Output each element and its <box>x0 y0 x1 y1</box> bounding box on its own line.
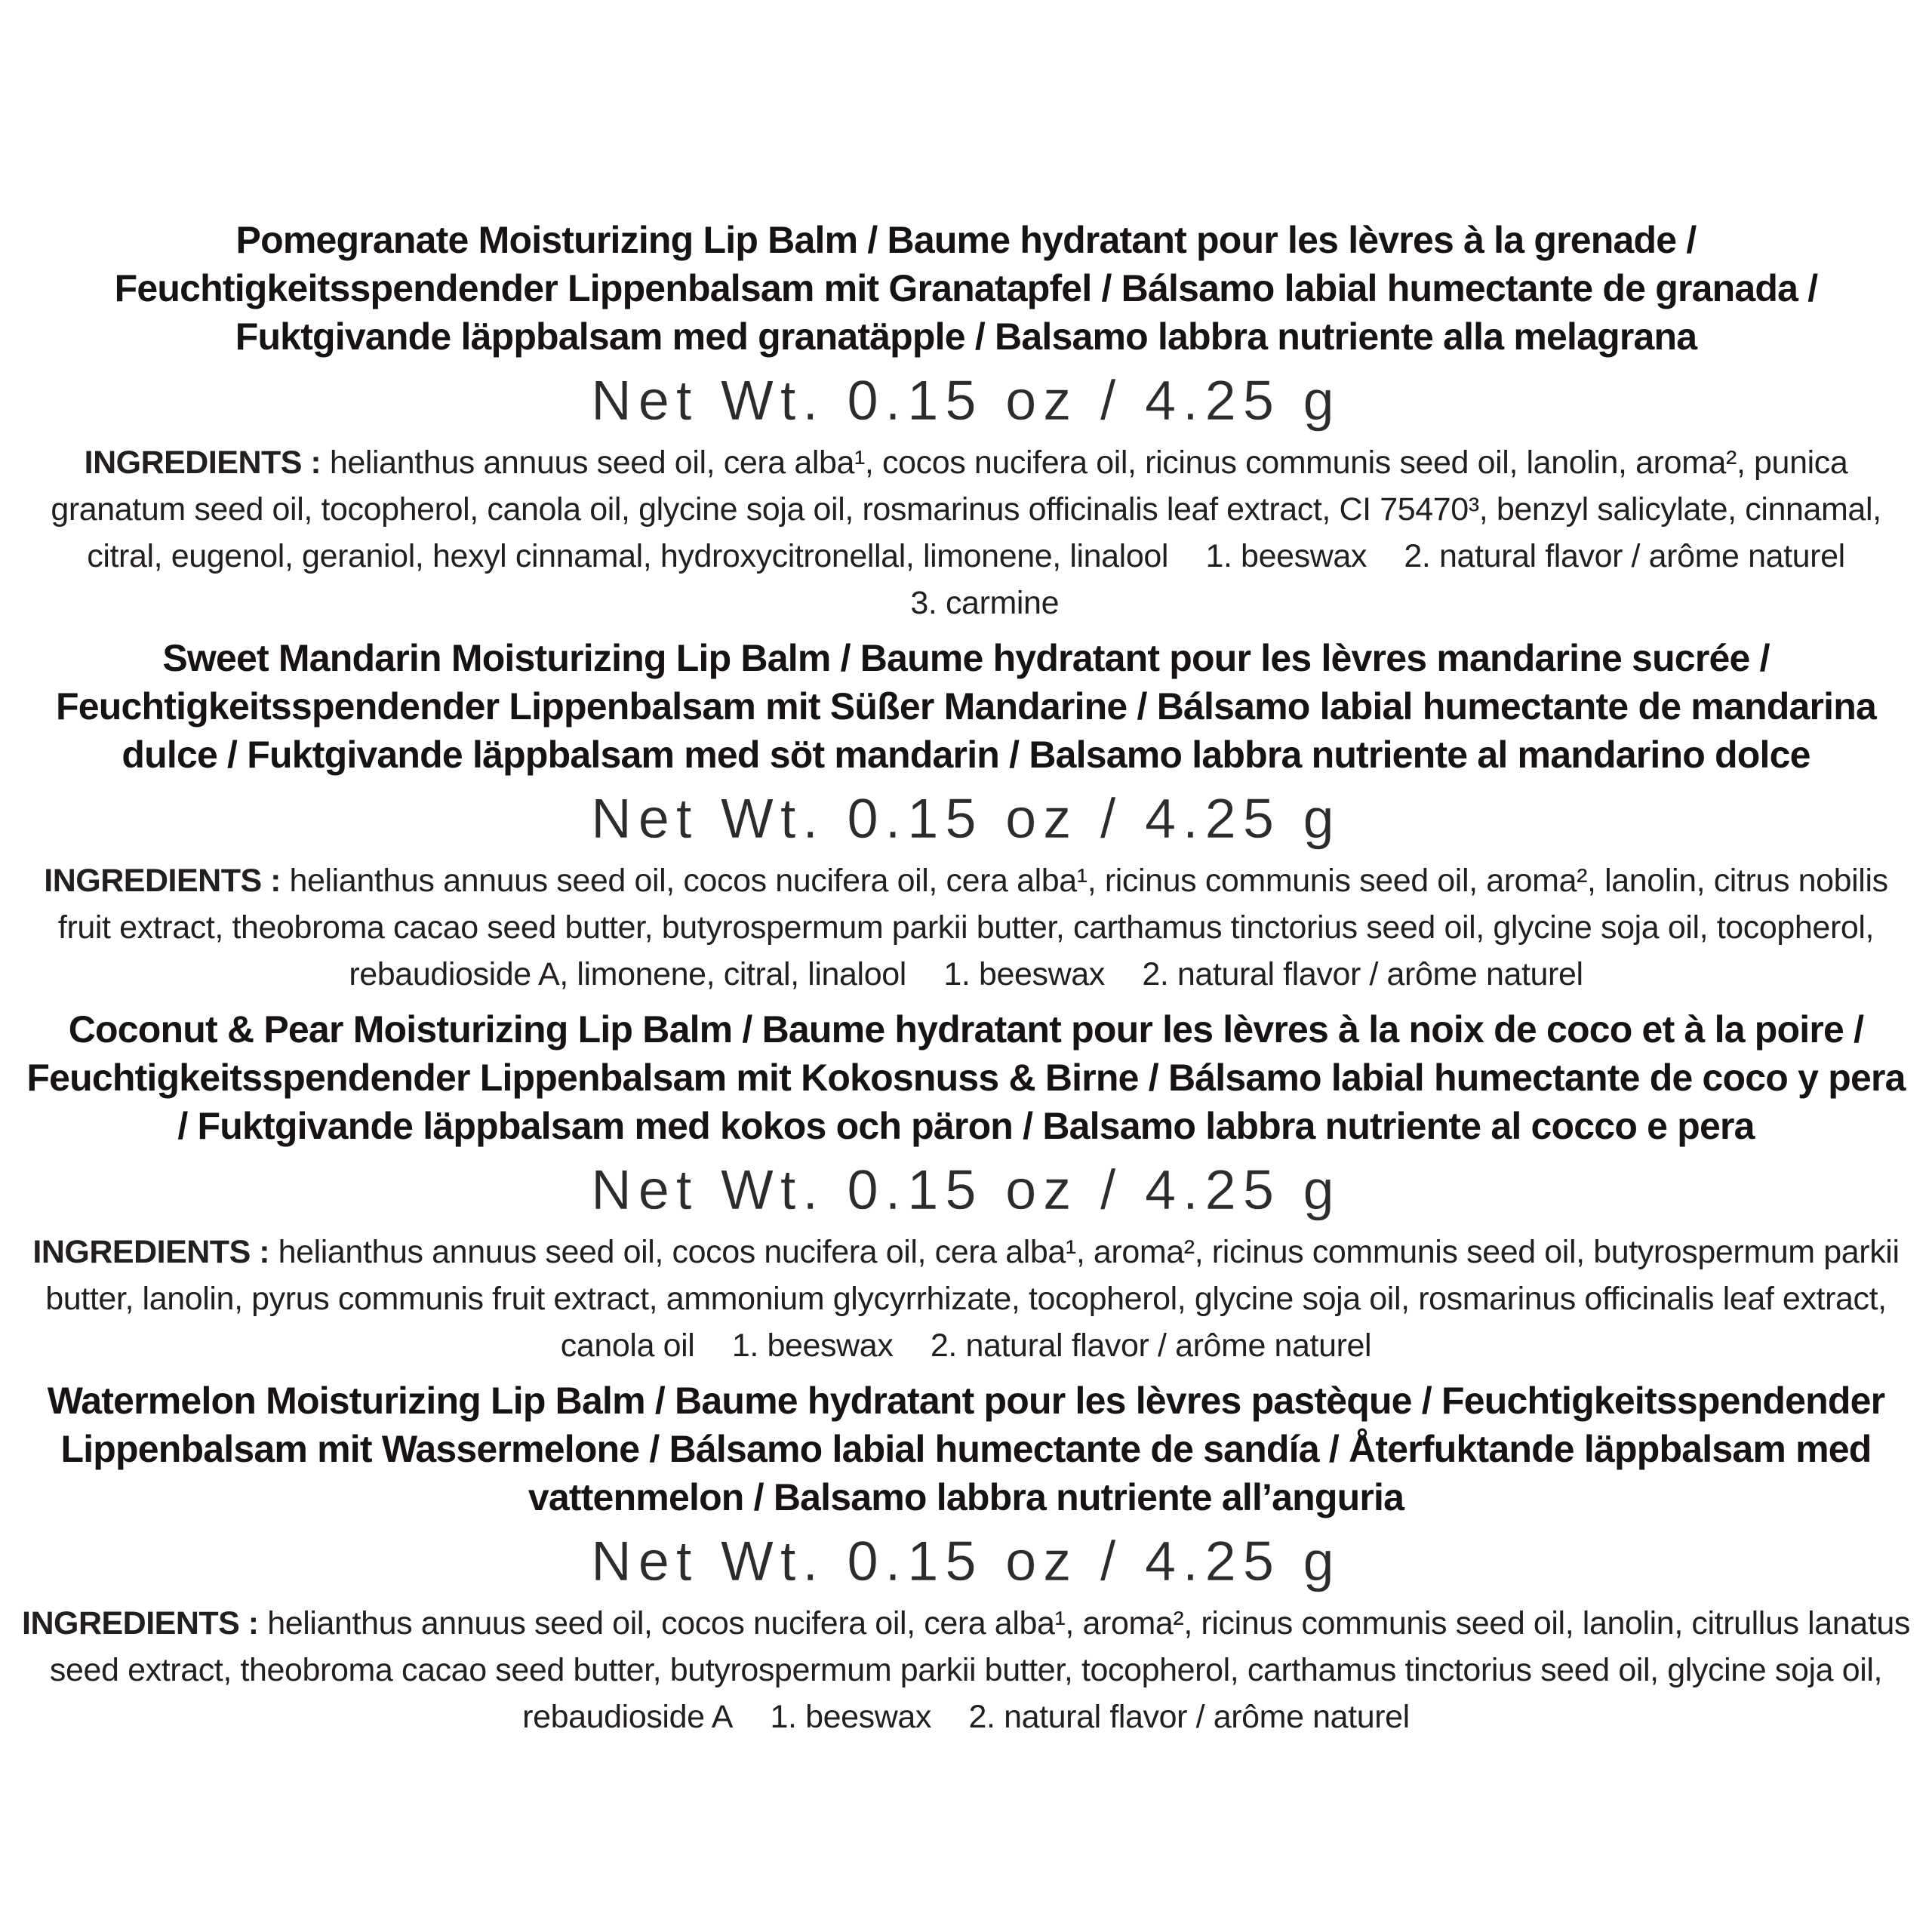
product-title-watermelon: Watermelon Moisturizing Lip Balm / Baume hydratant pour les lèvres pastèque / Feuchtigkeitsspendender Lippenbalsam mit Wassermelone / Bálsamo labial humectante de sandía / Återfuktande läppbalsam med vattenmelon / Balsamo labbra nutriente all’anguria <box>47 1380 1885 1518</box>
ingredients-text: helianthus annuus seed oil, cocos nucifera oil, cera alba¹, ricinus communis seed oil, aroma², lanolin, citrus nobilis fruit extract, theobroma cacao seed butter, butyrospermum parkii butter, carthamus tinctorius seed oil, glycine soja oil, tocopherol, rebaudioside A, limonene, citral, linalool <box>57 863 1888 992</box>
net-weight-sweet-mandarin: Net Wt. 0.15 oz / 4.25 g <box>591 787 1341 850</box>
ingredients-label: INGREDIENTS : <box>44 863 281 899</box>
footnote-natural-flavor: 2. natural flavor / arôme naturel <box>930 1327 1372 1364</box>
ingredients-label: INGREDIENTS : <box>22 1605 259 1641</box>
ingredients-pomegranate <box>20 439 1912 626</box>
net-weight-pomegranate: Net Wt. 0.15 oz / 4.25 g <box>591 369 1341 432</box>
footnote-beeswax: 1. beeswax <box>1205 538 1367 574</box>
footnote-natural-flavor: 2. natural flavor / arôme naturel <box>968 1699 1410 1735</box>
ingredients-watermelon <box>20 1600 1912 1740</box>
ingredients-text: helianthus annuus seed oil, cocos nucifera oil, cera alba¹, aroma², ricinus communis seed oil, butyrospermum parkii butter, lanolin, pyrus communis fruit extract, ammonium glycyrrhizate, tocopherol, glycine soja oil, rosmarinus officinalis leaf extract, canola oil <box>45 1234 1900 1364</box>
footnote-natural-flavor: 2. natural flavor / arôme naturel <box>1404 538 1845 574</box>
footnote-natural-flavor: 2. natural flavor / arôme naturel <box>1142 956 1583 992</box>
footnote-beeswax: 1. beeswax <box>943 956 1105 992</box>
ingredients-label: INGREDIENTS : <box>32 1234 270 1270</box>
product-title-coconut-pear: Coconut & Pear Moisturizing Lip Balm / Baume hydratant pour les lèvres à la noix de coco et à la poire / Feuchtigkeitsspendender Lippenbalsam mit Kokosnuss & Birne / Bálsamo labial humectante de coco y pera / Fuktgivande läppbalsam med kokos och päron / Balsamo labbra nutriente al cocco e pera <box>26 1008 1906 1147</box>
ingredients-label: INGREDIENTS : <box>84 445 321 481</box>
net-weight-coconut-pear: Net Wt. 0.15 oz / 4.25 g <box>591 1158 1341 1221</box>
product-title-sweet-mandarin: Sweet Mandarin Moisturizing Lip Balm / Baume hydratant pour les lèvres mandarine sucrée / Feuchtigkeitsspendender Lippenbalsam mit Süßer Mandarine / Bálsamo labial humectante de mandarina dulce / Fuktgivande läppbalsam med söt mandarin / Balsamo labbra nutriente al mandarino dolce <box>56 637 1876 776</box>
ingredients-coconut-pear <box>20 1229 1912 1369</box>
net-weight-watermelon: Net Wt. 0.15 oz / 4.25 g <box>591 1530 1341 1592</box>
footnote-beeswax: 1. beeswax <box>770 1699 932 1735</box>
product-title-pomegranate: Pomegranate Moisturizing Lip Balm / Baume hydratant pour les lèvres à la grenade / Feuchtigkeitsspendender Lippenbalsam mit Granatapfel / Bálsamo labial humectante de granada / Fuktgivande läppbalsam med granatäpple / Balsamo labbra nutriente alla melagrana <box>114 219 1818 358</box>
product-section-coconut-pear <box>20 1005 1912 1369</box>
product-section-pomegranate <box>20 216 1912 626</box>
ingredients-text: helianthus annuus seed oil, cera alba¹, cocos nucifera oil, ricinus communis seed oil, lanolin, aroma², punica granatum seed oil, tocopherol, canola oil, glycine soja oil, rosmarinus officinalis leaf extract, CI 75470³, benzyl salicylate, cinnamal, citral, eugenol, geraniol, hexyl cinnamal, hydroxycitronellal, limonene, linalool <box>51 445 1881 574</box>
footnote-beeswax: 1. beeswax <box>731 1327 894 1364</box>
ingredients-sweet-mandarin <box>20 857 1912 998</box>
ingredients-text: helianthus annuus seed oil, cocos nucifera oil, cera alba¹, aroma², ricinus communis seed oil, lanolin, citrullus lanatus seed extract, theobroma cacao seed butter, butyrospermum parkii butter, tocopherol, carthamus tinctorius seed oil, glycine soja oil, rebaudioside A <box>49 1605 1910 1735</box>
product-section-sweet-mandarin <box>20 634 1912 998</box>
footnote-carmine: 3. carmine <box>910 585 1060 621</box>
product-section-watermelon <box>20 1377 1912 1740</box>
